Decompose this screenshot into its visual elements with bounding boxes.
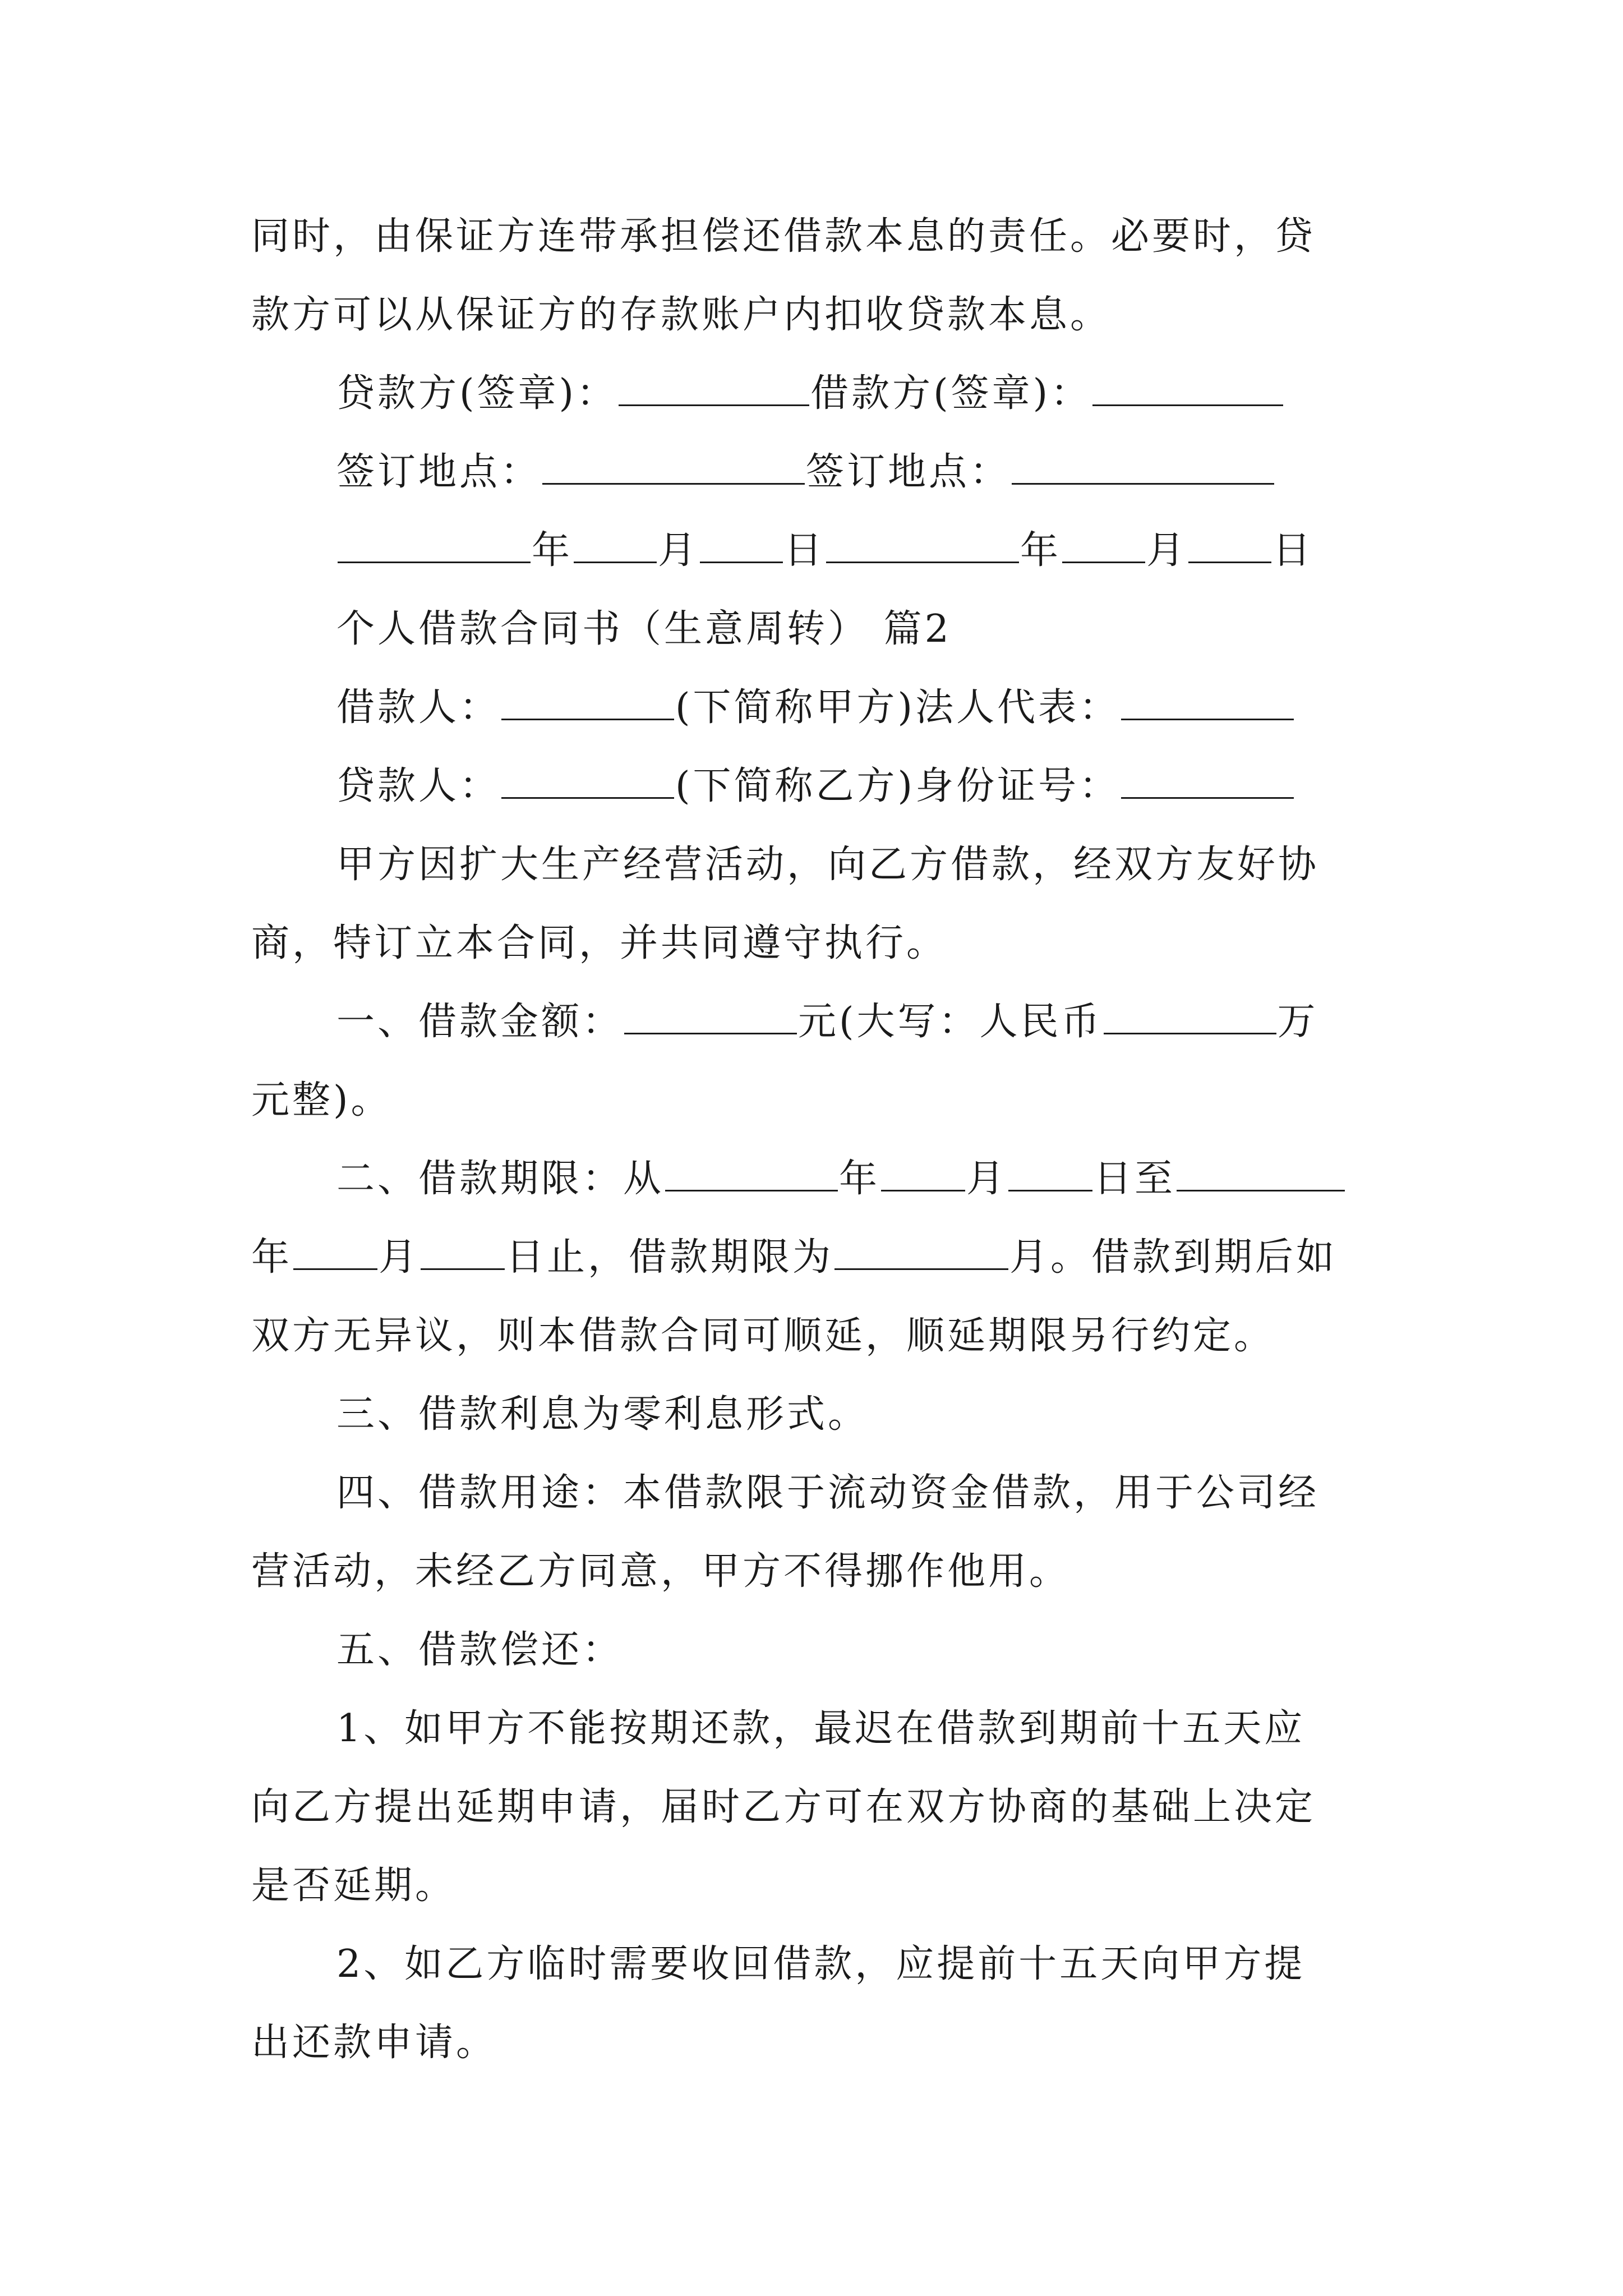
clause-text: 元(大写：人民币 bbox=[798, 1000, 1103, 1044]
lender-label: 贷款人： bbox=[336, 764, 501, 808]
clause-amount bbox=[336, 994, 1382, 1050]
date-blank bbox=[338, 527, 531, 563]
paragraph-line: 是否延期。 bbox=[251, 1864, 457, 1908]
amount-words-blank bbox=[1104, 998, 1276, 1034]
month-label: 月 bbox=[379, 1235, 420, 1280]
lender-blank bbox=[501, 762, 674, 799]
day-label: 日 bbox=[784, 528, 826, 573]
paragraph-line: 2、如乙方临时需要收回借款，应提前十五天向甲方提 bbox=[336, 1942, 1306, 1986]
year-label: 年 bbox=[251, 1235, 293, 1280]
clause-repayment-title: 五、借款偿还： bbox=[336, 1628, 624, 1672]
date-blank bbox=[293, 1234, 377, 1270]
paragraph-line: 款方可以从保证方的存款账户内扣收贷款本息。 bbox=[251, 293, 1112, 337]
date-blank bbox=[421, 1234, 505, 1270]
clause-term bbox=[336, 1151, 1382, 1207]
clause-label: 一、借款金额： bbox=[336, 1000, 624, 1044]
paragraph-line: 元整)。 bbox=[251, 1078, 392, 1122]
lender-row bbox=[336, 758, 1382, 815]
lender-signature-blank bbox=[619, 370, 809, 406]
lender-suffix: (下简称乙方)身份证号： bbox=[675, 764, 1121, 808]
date-blank bbox=[826, 527, 1019, 563]
paragraph-line: 商，特订立本合同，并共同遵守执行。 bbox=[251, 921, 948, 965]
borrower-signature-blank bbox=[1092, 370, 1283, 406]
date-blank bbox=[881, 1155, 965, 1191]
clause-term-line2 bbox=[251, 1230, 1382, 1286]
date-blank bbox=[574, 527, 657, 563]
paragraph-line: 同时，由保证方连带承担偿还借款本息的责任。必要时，贷 bbox=[251, 214, 1316, 259]
date-blank bbox=[700, 527, 783, 563]
id-number-blank bbox=[1121, 762, 1294, 799]
amount-blank bbox=[624, 998, 797, 1034]
day-label: 日 bbox=[1272, 528, 1314, 573]
paragraph-line: 1、如甲方不能按期还款，最迟在借款到期前十五天应 bbox=[336, 1706, 1306, 1751]
signing-place-row bbox=[336, 444, 1382, 500]
paragraph-line: 双方无异议，则本借款合同可顺延，顺延期限另行约定。 bbox=[251, 1314, 1275, 1358]
clause-label: 二、借款期限：从 bbox=[336, 1157, 665, 1201]
paragraph-line: 营活动，未经乙方同意，甲方不得挪作他用。 bbox=[251, 1549, 1071, 1594]
paragraph-line: 甲方因扩大生产经营活动，向乙方借款，经双方友好协 bbox=[336, 843, 1320, 887]
month-label: 月 bbox=[966, 1157, 1008, 1201]
year-label: 年 bbox=[532, 528, 573, 573]
signing-date-row bbox=[336, 523, 1382, 579]
paragraph-line: 向乙方提出延期申请，届时乙方可在双方协商的基础上决定 bbox=[251, 1785, 1316, 1829]
term-months-blank bbox=[834, 1234, 1008, 1270]
borrower-blank bbox=[501, 684, 674, 720]
date-blank bbox=[1188, 527, 1271, 563]
clause-interest: 三、借款利息为零利息形式。 bbox=[336, 1392, 869, 1437]
signing-place-label: 签订地点： bbox=[336, 450, 542, 494]
clause-text: 日至 bbox=[1094, 1157, 1176, 1201]
year-label: 年 bbox=[839, 1157, 880, 1201]
lender-signature-label: 贷款方(签章)： bbox=[336, 371, 618, 416]
section-title: 个人借款合同书（生意周转） 篇2 bbox=[336, 607, 952, 651]
clause-text: 万 bbox=[1277, 1000, 1318, 1044]
date-blank bbox=[1177, 1155, 1345, 1191]
year-label: 年 bbox=[1020, 528, 1062, 573]
date-blank bbox=[1008, 1155, 1092, 1191]
borrower-signature-label: 借款方(签章)： bbox=[810, 371, 1092, 416]
clause-text: 日止，借款期限为 bbox=[506, 1235, 834, 1280]
month-label: 月 bbox=[1146, 528, 1188, 573]
paragraph-line: 出还款申请。 bbox=[251, 2021, 497, 2065]
signing-place-label: 签订地点： bbox=[806, 450, 1011, 494]
paragraph-line: 四、借款用途：本借款限于流动资金借款，用于公司经 bbox=[336, 1471, 1320, 1515]
borrower-label: 借款人： bbox=[336, 685, 501, 730]
borrower-row bbox=[336, 680, 1382, 736]
signing-place-blank bbox=[542, 448, 805, 485]
legal-rep-blank bbox=[1121, 684, 1294, 720]
month-label: 月 bbox=[658, 528, 699, 573]
date-blank bbox=[665, 1155, 838, 1191]
signature-row bbox=[336, 366, 1382, 422]
document-page bbox=[251, 0, 1382, 2296]
date-blank bbox=[1062, 527, 1145, 563]
borrower-suffix: (下简称甲方)法人代表： bbox=[675, 685, 1121, 730]
clause-text: 月。借款到期后如 bbox=[1009, 1235, 1338, 1280]
signing-place-blank bbox=[1012, 448, 1274, 485]
